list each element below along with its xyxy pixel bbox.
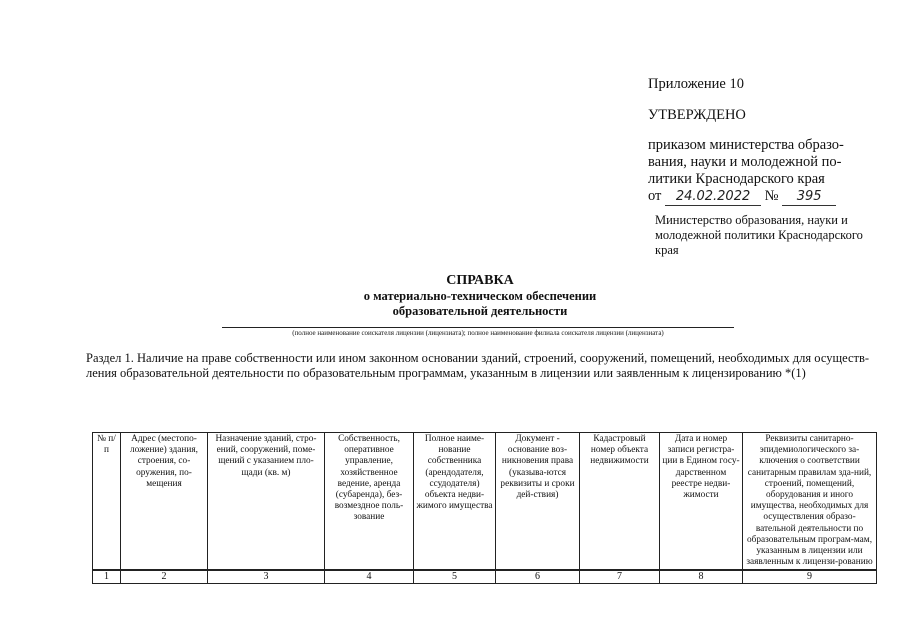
name-fill-caption: (полное наименование соискателя лицензии (лицензиата); полное наименование филиала соискателя лицензии (лицензиата) [292, 329, 664, 337]
order-text: приказом министерства образо-вания, науки и молодежной по-литики Краснодарского края [648, 137, 844, 187]
col-header-6: Документ - основание воз-никновения права (указыва-ются реквизиты и сроки дей-ствия) [496, 433, 580, 571]
col-header-5: Полное наиме-нование собственника (арендодателя, ссудодателя) объекта недви-жимого имущества [414, 433, 496, 571]
col-number-4: 4 [325, 570, 414, 584]
document-subtitle-2: образовательной деятельности [392, 304, 568, 318]
col-number-5: 5 [414, 570, 496, 584]
col-number-6: 6 [496, 570, 580, 584]
name-fill-line [222, 327, 734, 328]
approval-block [648, 137, 863, 206]
document-subtitle-1: о материально-техническом обеспечении [363, 289, 597, 303]
col-number-1: 1 [93, 570, 121, 584]
col-header-8: Дата и номер записи регистра-ции в Едином госу-дарственном реестре недви-жимости [660, 433, 743, 571]
appendix-label: Приложение 10 [648, 76, 744, 92]
col-header-2: Адрес (местопо-ложение) здания, строения, со-оружения, по-мещения [121, 433, 208, 571]
section-1-heading: Раздел 1. Наличие на праве собственности или ином законном основании зданий, строений, сооружений, помещений, необходимых для осуществ-ления образовательной деятельности по образовательным программам, указанным в лицензии или заявленным к лицензированию *(1) [86, 351, 870, 380]
order-date: 24.02.2022 [665, 188, 761, 206]
document-title: СПРАВКА [446, 273, 514, 288]
property-table [92, 432, 877, 584]
col-number-3: 3 [208, 570, 325, 584]
col-header-9: Реквизиты санитарно-эпидемиологического за-ключения о соответствии санитарным правилам зда-ний, строений, помещений, оборудования и иного имущества, необходимых для осуществления образо-вательной деятельности по образовательным програм-мам, указанным в лицензии или заявленным к лицензи-рованию [743, 433, 877, 571]
order-number: 395 [782, 188, 836, 206]
col-number-8: 8 [660, 570, 743, 584]
table-header-row [93, 433, 877, 571]
col-number-2: 2 [121, 570, 208, 584]
approved-label: УТВЕРЖДЕНО [648, 107, 746, 123]
number-label: № [764, 188, 779, 204]
col-number-9: 9 [743, 570, 877, 584]
col-header-4: Собственность, оперативное управление, хозяйственное ведение, аренда (субаренда), без-возмездное поль-зование [325, 433, 414, 571]
addressee: Министерство образования, науки и молодежной политики Краснодарского края [655, 213, 863, 257]
column-number-row [93, 570, 877, 584]
from-label: от [648, 188, 662, 204]
col-header-1: № п/п [93, 433, 121, 571]
col-number-7: 7 [580, 570, 660, 584]
col-header-7: Кадастровый номер объекта недвижимости [580, 433, 660, 571]
order-date-line [648, 188, 863, 206]
col-header-3: Назначение зданий, стро-ений, сооружений, поме-щений с указанием пло-щади (кв. м) [208, 433, 325, 571]
